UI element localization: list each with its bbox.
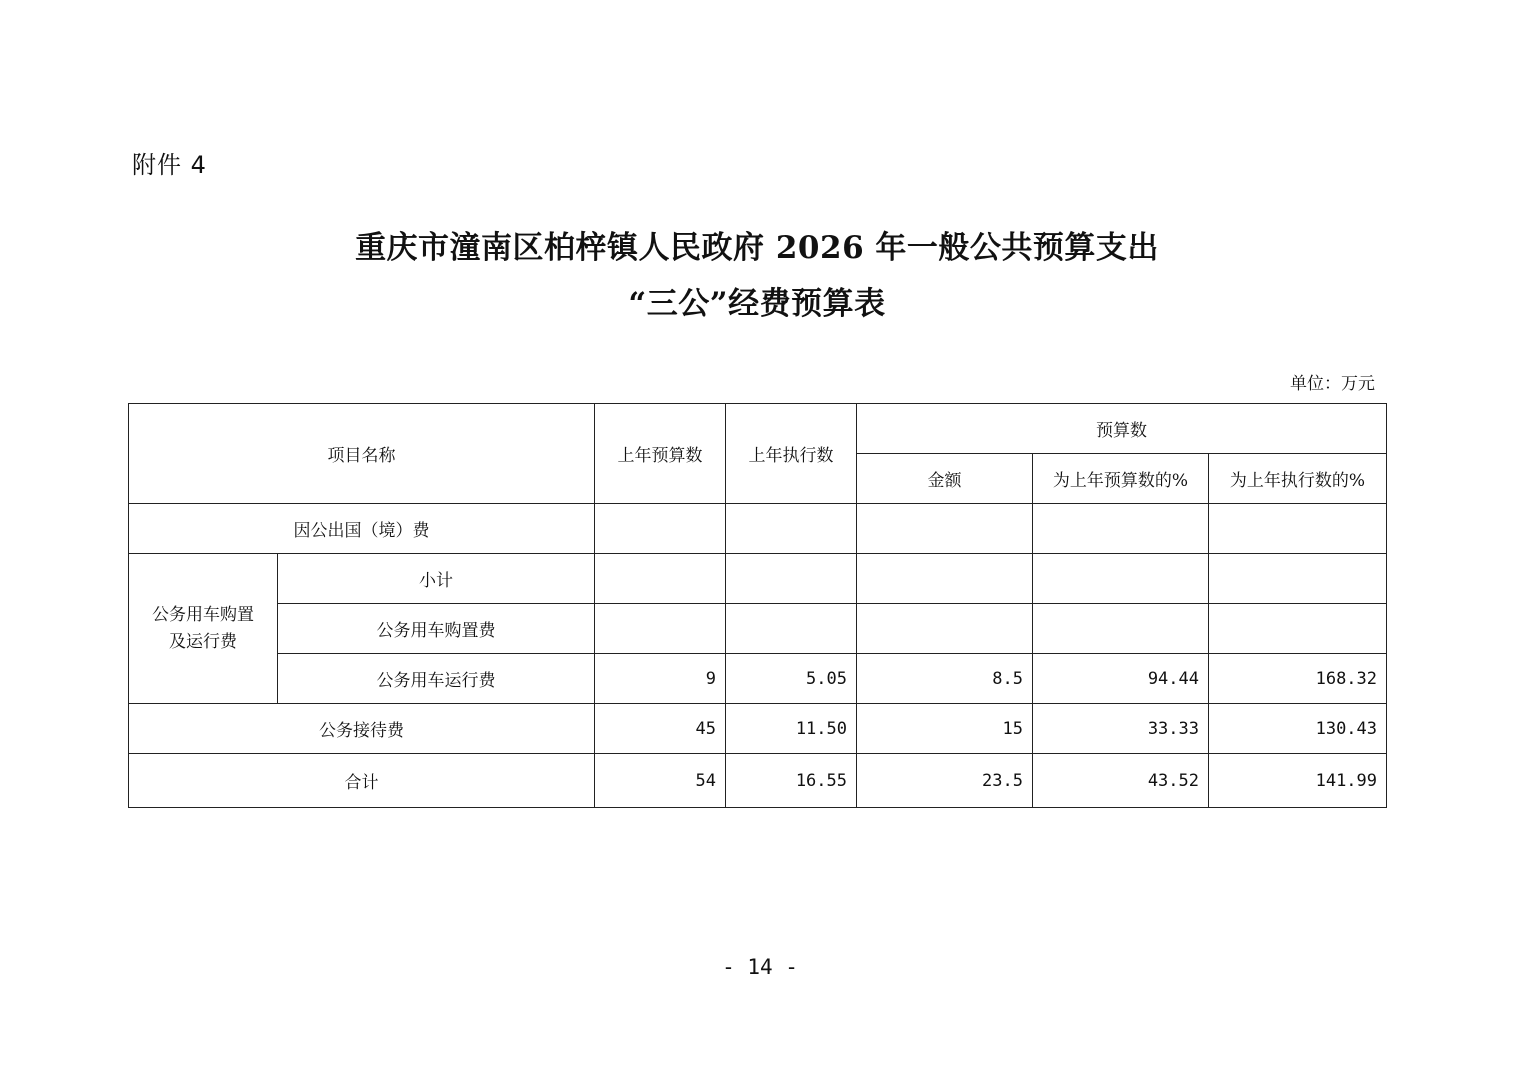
- vehicle-group-label: [129, 554, 278, 704]
- row-name: 小计: [278, 554, 595, 604]
- group-label-line1: 公务用车购置: [152, 604, 254, 625]
- cell-amount: [857, 504, 1033, 554]
- cell-pct-exec: 168.32: [1209, 654, 1387, 704]
- cell-last-exec: 11.50: [726, 704, 857, 754]
- cell-last-exec: 16.55: [726, 754, 857, 808]
- cell-pct-exec: 141.99: [1209, 754, 1387, 808]
- cell-amount: 8.5: [857, 654, 1033, 704]
- table-row: [129, 704, 1387, 754]
- cell-amount: 15: [857, 704, 1033, 754]
- cell-last-exec: 5.05: [726, 654, 857, 704]
- cell-last-budget: 45: [595, 704, 726, 754]
- document-title-line2: “三公”经费预算表: [628, 286, 886, 322]
- group-label-line2: 及运行费: [169, 631, 237, 652]
- cell-pct-exec: [1209, 504, 1387, 554]
- page-number: - 14 -: [722, 955, 798, 979]
- cell-pct-exec: [1209, 604, 1387, 654]
- cell-pct-budget: [1033, 504, 1209, 554]
- table-row: [129, 554, 1387, 604]
- cell-pct-exec: 130.43: [1209, 704, 1387, 754]
- cell-last-budget: [595, 604, 726, 654]
- header-item-name: 项目名称: [129, 404, 595, 504]
- table-row-total: [129, 754, 1387, 808]
- header-last-year-budget: 上年预算数: [595, 404, 726, 504]
- row-name: 公务用车购置费: [278, 604, 595, 654]
- header-last-year-executed: 上年执行数: [726, 404, 857, 504]
- cell-pct-budget: [1033, 554, 1209, 604]
- document-title-line1: 重庆市潼南区柏梓镇人民政府 2026 年一般公共预算支出: [355, 230, 1159, 266]
- header-budget: 预算数: [857, 404, 1387, 454]
- header-row-1: [129, 404, 1387, 454]
- cell-last-exec: [726, 604, 857, 654]
- cell-amount: 23.5: [857, 754, 1033, 808]
- cell-pct-budget: [1033, 604, 1209, 654]
- cell-amount: [857, 554, 1033, 604]
- cell-pct-budget: 94.44: [1033, 654, 1209, 704]
- cell-last-budget: [595, 554, 726, 604]
- table-row: [129, 604, 1387, 654]
- row-name: 因公出国（境）费: [129, 504, 595, 554]
- table-row: [129, 654, 1387, 704]
- cell-pct-budget: 43.52: [1033, 754, 1209, 808]
- cell-last-exec: [726, 554, 857, 604]
- cell-last-budget: [595, 504, 726, 554]
- table-row: [129, 504, 1387, 554]
- cell-pct-budget: 33.33: [1033, 704, 1209, 754]
- header-pct-of-last-budget: 为上年预算数的%: [1033, 454, 1209, 504]
- unit-label: 单位：万元: [1290, 374, 1375, 394]
- cell-last-budget: 54: [595, 754, 726, 808]
- header-pct-of-last-executed: 为上年执行数的%: [1209, 454, 1387, 504]
- row-name: 公务用车运行费: [278, 654, 595, 704]
- cell-amount: [857, 604, 1033, 654]
- cell-last-budget: 9: [595, 654, 726, 704]
- row-name: 合计: [129, 754, 595, 808]
- cell-last-exec: [726, 504, 857, 554]
- cell-pct-exec: [1209, 554, 1387, 604]
- header-amount: 金额: [857, 454, 1033, 504]
- budget-table: [128, 403, 1387, 808]
- attachment-label: 附件 4: [132, 151, 207, 179]
- row-name: 公务接待费: [129, 704, 595, 754]
